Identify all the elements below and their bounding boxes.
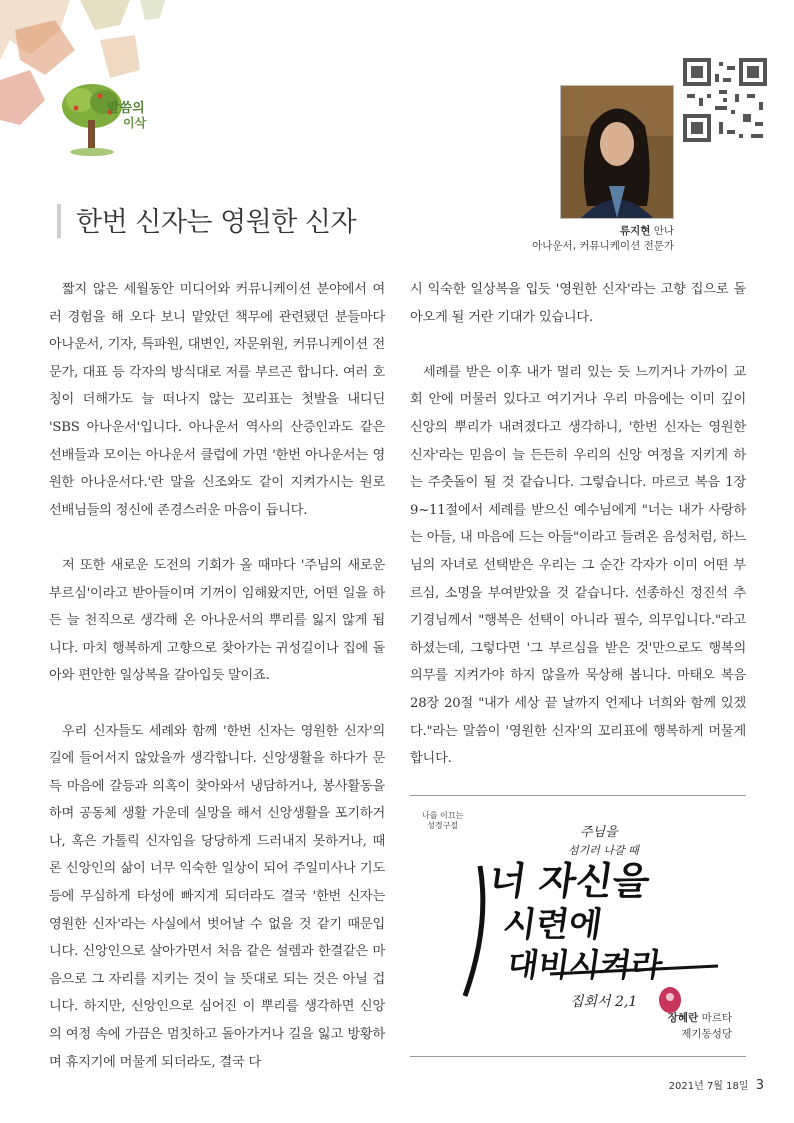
- author-title: 안나: [653, 225, 674, 237]
- right-column: [410, 276, 746, 800]
- paragraph: 짧지 않은 세월동안 미디어와 커뮤니케이션 분야에서 여러 경험을 해 오다 보니 맡았던 책무에 관련됐던 분들마다 아나운서, 기자, 특파원, 대변인, 자문위원, 커뮤니케이션 전문가, 대표 등 각자의 방식대로 저를 부르곤 합니다. 여러 호칭이 더해가도 늘 떠나지 않는 꼬리표는 첫발을 내디딘 'SBS 아나운서'입니다. 아나운서 역사의 산증인과도 같은 선배들과 모이는 아나운서 클럽에 가면 '한번 아나운서는 영원한 아나운서다.'란 말을 신조와도 같이 지켜가시는 원로 선배님들의 정신에 존경스러운 마음이 듭니다.: [49, 282, 385, 518]
- calligraphy-author-name: 장혜란: [667, 1012, 699, 1024]
- author-info: [500, 224, 674, 254]
- author-name: 류지현: [619, 225, 651, 237]
- calligraphy-label: [422, 811, 463, 831]
- paragraph: 저 또한 새로운 도전의 기회가 올 때마다 '주님의 새로운 부르심'이라고 받아들이며 기꺼이 임해왔지만, 어떤 일을 하든 늘 천직으로 생각해 온 아나운서의 뿌리를 잃지 않게 됩니다. 마치 행복하게 고향으로 찾아가는 귀성길이나 집에 돌아와 편안한 일상복을 갈아입듯 말이죠.: [49, 557, 385, 684]
- calligraphy-line-1: 너 자신을: [486, 859, 653, 904]
- calligraphy-line-small-2: 섬기러 나갈 때: [568, 844, 639, 857]
- calligraphy-artwork: [460, 806, 740, 1016]
- paragraph: 시 익숙한 일상복을 입듯 '영원한 신자'라는 고향 집으로 돌아오게 될 거란 기대가 있습니다.: [410, 282, 746, 325]
- paragraph: 세례를 받은 이후 내가 멀리 있는 듯 느끼거나 가까이 교회 안에 머물러 있다고 여기거나 우리 마음에는 이미 깊이 신앙의 뿌리가 내려졌다고 생각하니, '한번 신자는 영원한 신자'라는 믿음이 늘 든든히 우리의 신앙 여정을 지키게 하는 주춧돌이 될 것 같습니다. 그렇습니다. 마르코 복음 1장 9~11절에서 세례를 받으신 예수님에게 "너는 내가 사랑하는 아들, 내 마음에 드는 아들"이라고 들려온 음성처럼, 하느님의 자녀로 선택받은 우리는 그 순간 각자가 이미 어떤 부르심, 소명을 부여받았을 것 같습니다. 선종하신 정진석 추기경님께서 "행복은 선택이 아니라 필수, 의무입니다."라고 하셨는데, 그렇다면 '그 부르심을 받은 것'만으로도 행복의 의무를 지켜가야 하지 않을까 묵상해 봅니다. 마태오 복음 28장 20절 "내가 세상 끝 날까지 언제나 너희와 함께 있겠다."라는 말씀이 '영원한 신자'의 꼬리표에 행복하게 머물게 합니다.: [410, 364, 746, 767]
- calligraphy-line-2: 시련에: [500, 905, 605, 945]
- calligraphy-label-line-1: 나를 이끄는: [422, 811, 464, 820]
- author-role: 아나운서, 커뮤니케이션 전문가: [532, 240, 674, 252]
- article-title: 한번 신자는 영원한 신자: [76, 207, 357, 238]
- calligraphy-stroke: [465, 866, 483, 996]
- left-column: [49, 276, 385, 1104]
- qr-code-icon[interactable]: [683, 58, 767, 142]
- calligraphy-box: [410, 795, 746, 1057]
- calligraphy-author: [668, 1010, 732, 1042]
- calligraphy-line-small: 주님을: [580, 825, 618, 840]
- logo-text: [107, 102, 146, 130]
- calligraphy-line-3: 대비시켜라: [504, 946, 665, 984]
- footer-date: 2021년 7월 18일: [668, 1081, 749, 1092]
- paragraph: 우리 신자들도 세례와 함께 '한번 신자는 영원한 신자'의 길에 들어서지 않았을까 생각합니다. 신앙생활을 하다가 문득 마음에 갈등과 의혹이 찾아와서 냉담하거나, 봉사활동을 하며 공동체 생활 가운데 실망을 해서 신앙생활을 포기하거나, 혹은 가톨릭 신자임을 당당하게 드러내지 못하거나, 때론 신앙인의 삶이 너무 익숙한 일상이 되어 주일미사나 기도 등에 무심하게 타성에 빠지게 되더라도 결국 '한번 신자는 영원한 신자'라는 사실에서 벗어날 수 없을 것 같기 때문입니다. 신앙인으로 살아가면서 처음 같은 설렘과 한결같은 마음으로 그 자리를 지키는 것이 늘 뜻대로 되는 것은 아닐 겁니다. 하지만, 신앙인으로 심어진 이 뿌리를 생각하면 신앙의 여정 속에 가끔은 멈칫하고 돌아가거나 길을 잃고 방황하며 휴지기에 머물게 되더라도, 결국 다: [49, 723, 385, 1070]
- page-footer: [669, 1077, 764, 1093]
- page-number: 3: [755, 1078, 764, 1093]
- title-accent-bar: [57, 204, 61, 238]
- logo-line-1: 말씀의: [107, 101, 145, 116]
- calligraphy-label-line-2: 성경구절: [427, 821, 459, 830]
- calligraphy-reference: 집회서 2,1: [570, 994, 638, 1010]
- logo-line-2: 이삭: [123, 116, 147, 130]
- calligraphy-author-title: 마르타: [701, 1012, 732, 1024]
- calligraphy-parish: 제기동성당: [681, 1028, 732, 1040]
- author-photo: [560, 85, 674, 219]
